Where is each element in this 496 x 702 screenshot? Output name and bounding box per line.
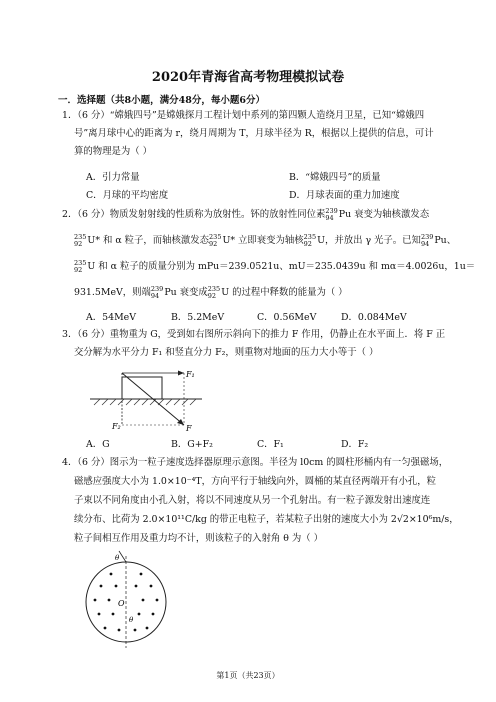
atomic-number: 92	[207, 292, 217, 300]
mass-number: 235	[209, 233, 222, 241]
q1-line-3: 算的物理是为（ ）	[74, 146, 152, 157]
magnetic-field-diagram	[81, 550, 171, 650]
q1-option-c: C．月球的平均密度	[86, 190, 169, 201]
atomic-number: 94	[325, 214, 334, 222]
mass-number: 235	[74, 233, 87, 241]
q2-line-4-text-a: 931.5MeV，则端	[74, 287, 151, 298]
q1-option-d: D．月球表面的重力加速度	[289, 190, 400, 201]
q2-line-2-text-b: U* 立即衰变为轴核	[222, 235, 304, 246]
atomic-number: 92	[303, 240, 312, 248]
label-f1: F₁	[186, 370, 195, 379]
heavy-block	[122, 377, 162, 399]
nuclide-u235	[209, 234, 221, 248]
q2-option-a: A．54MeV	[86, 312, 136, 323]
q1-line-1: 1．（6 分）“嫦娥四号”是嫦娥探月工程计划中系列的第四颗人造绕月卫星，已知“嫦娥四	[62, 110, 425, 121]
arrow-head	[178, 371, 184, 376]
nuclide-pu239	[151, 286, 163, 300]
q2-line-1	[62, 208, 429, 222]
nuclide-u235	[74, 260, 86, 274]
nuclide-u235	[304, 234, 316, 248]
q2-line-4	[74, 286, 348, 300]
q4-line-1: 4．（6 分）图示为一粒子速度选择器原理示意图。半径为 l0cm 的圆柱形桶内有一匀强磁场，	[62, 457, 449, 468]
q4-line-2: 磁感应强度大小为 1.0×10⁻⁴T，方向平行于轴线向外，圆桶的某直径两端开有小孔，粒	[74, 476, 437, 487]
nuclide-pu239	[421, 234, 433, 248]
atomic-number: 92	[74, 266, 83, 274]
q2-line-4-text-b: Pu 衰变成	[164, 287, 208, 298]
force-diagram	[86, 363, 206, 433]
label-f: F	[186, 424, 192, 433]
q2-option-c: C．0.56MeV	[257, 312, 317, 323]
q2-option-d: D．0.084MeV	[341, 312, 407, 323]
q2-line-2-text-a: U* 和 α 粒子，而轴核激发态	[87, 235, 210, 246]
page-footer: 第1页（共23页）	[216, 671, 280, 680]
atomic-number: 94	[420, 240, 430, 248]
label-center-o: O	[118, 599, 125, 608]
label-theta-top: θ	[115, 554, 120, 562]
mass-number: 239	[150, 285, 164, 293]
q1-option-a: A．引力常量	[86, 172, 140, 183]
q2-line-3	[74, 260, 475, 274]
q1-line-2: 号”离月球中心的距离为 r，绕月周期为 T，月球半径为 R，根据以上提供的信息，可计	[74, 128, 434, 139]
q2-line-2-text-d: Pu、	[434, 235, 457, 246]
q3-line-2: 交分解为水平分力 F₁ 和竖直分力 F₂，则重物对地面的压力大小等于（ ）	[74, 347, 379, 358]
nuclide-u235	[74, 234, 86, 248]
label-theta-bottom: θ	[129, 616, 134, 624]
q4-line-5: 粒子间相互作用及重力均不计，则该粒子的入射角 θ 为（ ）	[74, 533, 323, 544]
incident-direction	[119, 551, 126, 562]
q3-option-a: A．G	[86, 439, 110, 450]
q4-line-4: 续分布、比荷为 2.0×10¹¹C/kg 的带正电粒子，若某粒子出射的速度大小为 2√2×10⁶m/s，	[74, 514, 459, 525]
nuclide-u235	[208, 286, 220, 300]
page-title: 2020年青海省高考物理模拟试卷	[151, 70, 345, 85]
mass-number: 239	[325, 207, 338, 215]
q2-line-3-text: U 和 α 粒子的质量分别为 mPu＝239.0521u、mU＝235.0439u 和 mα＝4.0026u，1u＝	[87, 261, 476, 272]
q2-line-2	[74, 234, 456, 248]
atomic-number: 92	[74, 240, 83, 248]
q4-line-3: 子束以不同角度由小孔入射，将以不同速度从另一个孔射出。有一粒子源发射出速度连	[74, 495, 431, 506]
q2-option-b: B．5.2MeV	[171, 312, 225, 323]
mass-number: 235	[74, 259, 87, 267]
ground-hatch	[94, 399, 196, 405]
q3-line-1: 3．（6 分）重物重为 G，受到如右图所示斜向下的推力 F 作用，仍静止在水平面上．将 F 正	[62, 329, 446, 340]
q3-option-c: C．F₁	[257, 439, 284, 450]
nuclide-pu239	[325, 208, 337, 222]
q2-line-4-text-c: U 的过程中释数的能量为（ ）	[221, 287, 348, 298]
q2-line-1-text-b: Pu 衰变为轴核激发态	[338, 209, 430, 220]
mass-number: 235	[303, 233, 317, 241]
q2-line-1-text-a: 2．（6 分）物质发射射线的性质称为放射性。钚的放射性同位素	[62, 209, 326, 220]
atomic-number: 92	[209, 240, 218, 248]
section-heading: 一．选择题（共8小题，满分48分，每小题6分）	[58, 95, 265, 106]
q3-option-b: B．G+F₂	[171, 439, 213, 450]
q2-line-2-text-c: U，并放出 γ 光子。已知	[317, 235, 421, 246]
mass-number: 239	[420, 233, 434, 241]
atomic-number: 94	[150, 292, 160, 300]
q3-option-d: D．F₂	[341, 439, 369, 450]
mass-number: 235	[207, 285, 221, 293]
q1-option-b: B．“嫦娥四号”的质量	[289, 172, 381, 183]
label-f2: F₂	[112, 422, 121, 431]
